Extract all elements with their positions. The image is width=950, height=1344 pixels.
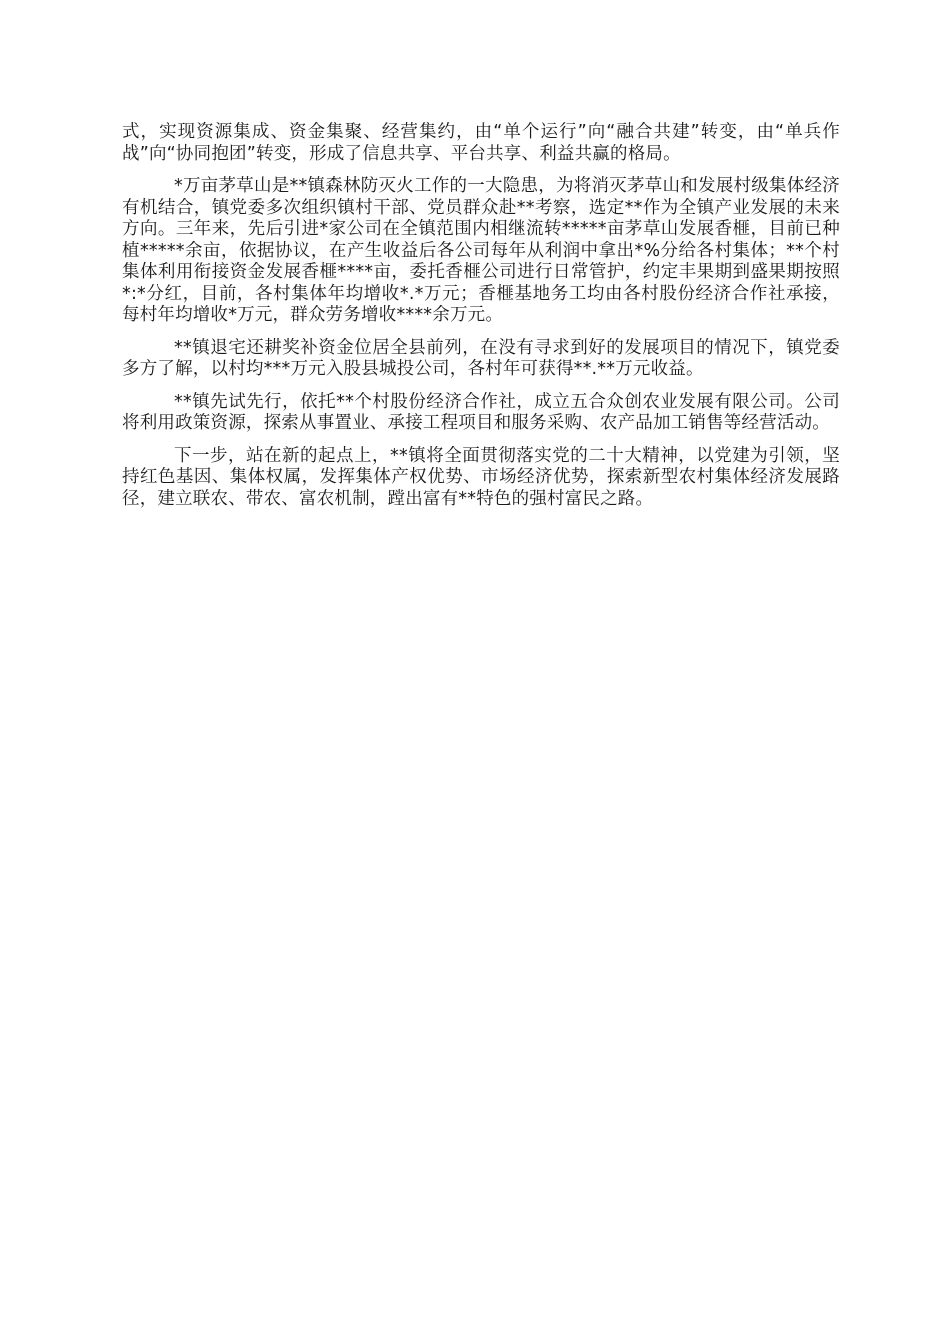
paragraph-cooperative-company: **镇先试先行，依托**个村股份经济合作社，成立五合众创农业发展有限公司。公司将利用政策资源，探索从事置业、承接工程项目和服务采购、农产品加工销售等经营活动。 xyxy=(122,391,840,433)
paragraph-thatch-mountain: *万亩茅草山是**镇森林防灭火工作的一大隐患，为将消灭茅草山和发展村级集体经济有机结合，镇党委多次组织镇村干部、党员群众赴**考察，选定**作为全镇产业发展的未来方向。三年来，先后引进*家公司在全镇范围内相继流转*****亩茅草山发展香榧，目前已种植*****余亩，依据协议，在产生收益后各公司每年从利润中拿出*%分给各村集体；**个村集体利用衔接资金发展香榧****亩，委托香榧公司进行日常管护，约定丰果期到盛果期按照*:*分红，目前，各村集体年均增收*.*万元；香榧基地务工均由各村股份经济合作社承接，每村年均增收*万元，群众劳务增收****余万元。 xyxy=(122,176,840,325)
paragraph-next-step: 下一步，站在新的起点上，**镇将全面贯彻落实党的二十大精神，以党建为引领，坚持红色基因、集体权属，发挥集体产权优势、市场经济优势，探索新型农村集体经济发展路径，建立联农、带农、富农机制，蹚出富有**特色的强村富民之路。 xyxy=(122,445,840,509)
paragraph-land-reclamation: **镇退宅还耕奖补资金位居全县前列，在没有寻求到好的发展项目的情况下，镇党委多方了解，以村均***万元入股县城投公司，各村年可获得**.**万元收益。 xyxy=(122,337,840,379)
paragraph-continuation: 式，实现资源集成、资金集聚、经营集约，由“单个运行”向“融合共建”转变，由“单兵作战”向“协同抱团”转变，形成了信息共享、平台共享、利益共赢的格局。 xyxy=(122,122,840,164)
document-body xyxy=(122,122,840,521)
